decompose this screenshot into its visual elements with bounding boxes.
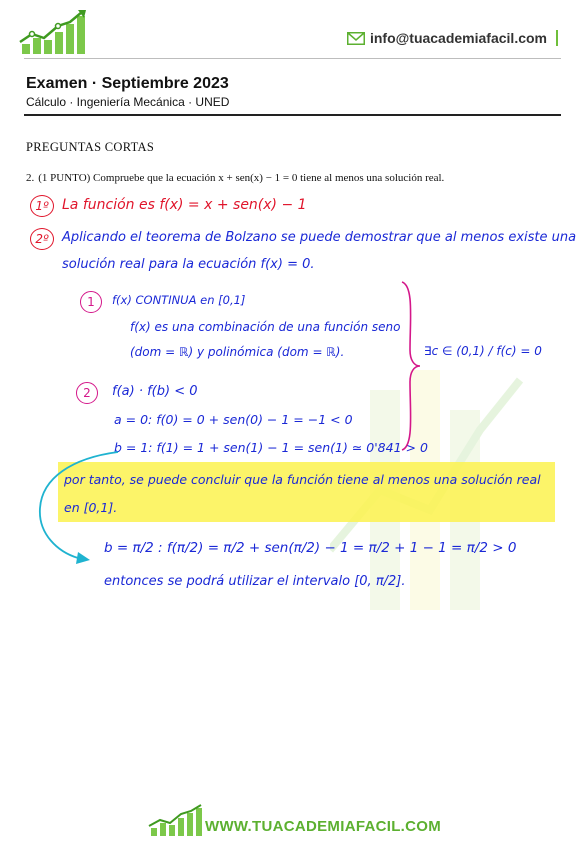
email-divider xyxy=(556,30,558,46)
condition2-a-eval: a = 0: f(0) = 0 + sen(0) − 1 = −1 < 0 xyxy=(114,412,353,427)
condition1-badge: 1 xyxy=(80,291,102,313)
header-divider xyxy=(24,58,561,59)
exam-subtitle: Cálculo · Ingeniería Mecánica · UNED xyxy=(26,95,230,109)
condition2-title: f(a) · f(b) < 0 xyxy=(112,384,198,399)
footer-url-row xyxy=(0,818,586,836)
academy-logo xyxy=(18,10,88,56)
conclusion-line2: en [0,1]. xyxy=(64,500,118,515)
contact-email[interactable]: info@tuacademiafacil.com xyxy=(369,30,547,46)
alternative-interval: entonces se podrá utilizar el intervalo [0, π/2]. xyxy=(104,574,406,589)
exam-title: Examen · Septiembre 2023 xyxy=(26,75,229,92)
condition1-title: f(x) CONTINUA en [0,1] xyxy=(112,293,246,307)
question-text: (1 PUNTO) Compruebe que la ecuación x + sen(x) − 1 = 0 tiene al menos una solución real. xyxy=(38,172,445,184)
title-divider xyxy=(24,114,561,116)
step1-text: La función es f(x) = x + sen(x) − 1 xyxy=(62,197,307,213)
step2-line1: Aplicando el teorema de Bolzano se puede demostrar que al menos existe una xyxy=(62,230,577,245)
step1-badge: 1º xyxy=(30,195,54,217)
header-contact xyxy=(347,30,558,46)
step2-badge: 2º xyxy=(30,228,54,250)
conclusion-line1: por tanto, se puede concluir que la función tiene al menos una solución real xyxy=(64,472,541,487)
brace-mark xyxy=(398,280,422,452)
mail-icon xyxy=(347,32,365,45)
footer-url[interactable]: WWW.TUACADEMIAFACIL.COM xyxy=(204,818,442,835)
condition1-line2: (dom = ℝ) y polinómica (dom = ℝ). xyxy=(130,345,345,359)
question-statement xyxy=(26,172,444,184)
condition1-line1: f(x) es una combinación de una función seno xyxy=(130,320,401,334)
condition2-badge: 2 xyxy=(76,382,98,404)
question-number: 2. xyxy=(26,172,35,184)
alternative-evaluation: b = π/2 : f(π/2) = π/2 + sen(π/2) − 1 = π/2 + 1 − 1 = π/2 > 0 xyxy=(104,540,517,556)
condition2-b-eval: b = 1: f(1) = 1 + sen(1) − 1 = sen(1) ≃ 0'841 > 0 xyxy=(114,440,428,455)
section-title: PREGUNTAS CORTAS xyxy=(26,140,155,154)
step2-line2: solución real para la ecuación f(x) = 0. xyxy=(62,257,315,272)
bolzano-result: ∃c ∈ (0,1) / f(c) = 0 xyxy=(424,344,542,358)
